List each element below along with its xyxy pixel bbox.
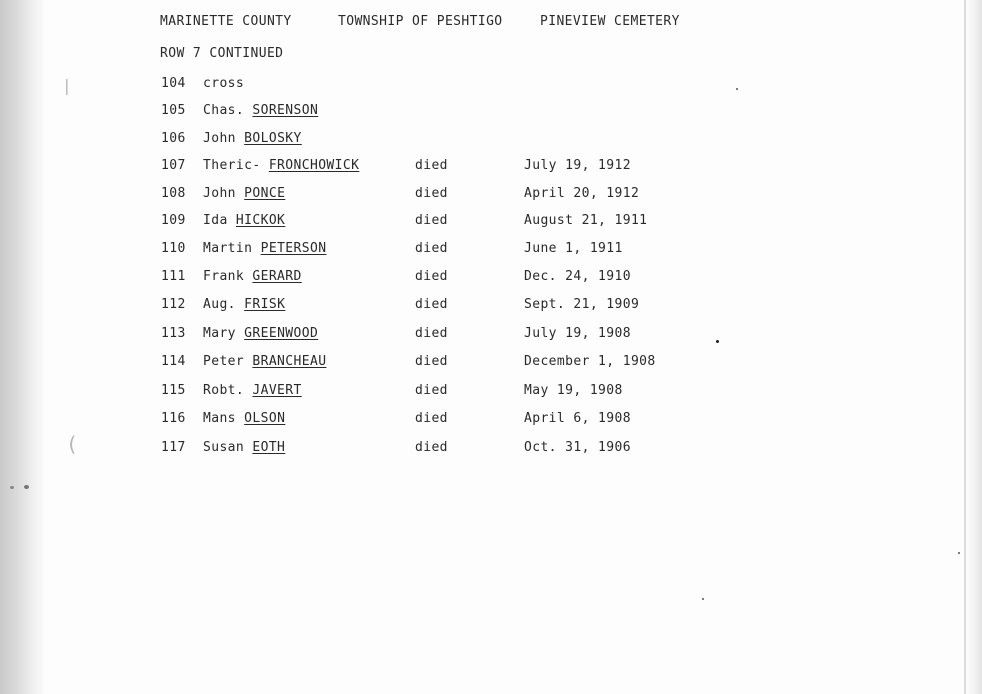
death-date: Oct. 31, 1906 — [524, 440, 631, 455]
given-name: Peter — [203, 354, 245, 369]
entry-number: 107 — [161, 158, 186, 173]
given-name: John — [203, 186, 236, 201]
entry-number: 108 — [161, 186, 186, 201]
entry-name — [203, 440, 285, 455]
page-left-shadow — [0, 0, 44, 694]
given-name: John — [203, 131, 236, 146]
surname: OLSON — [244, 411, 286, 426]
given-name: Martin — [203, 241, 253, 256]
county-heading: MARINETTE COUNTY — [160, 14, 292, 29]
status-label: died — [415, 354, 448, 369]
status-label: died — [415, 158, 448, 173]
entry-name — [203, 213, 285, 228]
entry-number: 106 — [161, 131, 186, 146]
entry-name — [203, 103, 318, 118]
scan-speck — [702, 598, 704, 600]
entry-name — [203, 269, 302, 284]
death-date: August 21, 1911 — [524, 213, 648, 228]
status-label: died — [415, 326, 448, 341]
status-label: died — [415, 269, 448, 284]
death-date: June 1, 1911 — [524, 241, 623, 256]
scan-mark: | — [62, 76, 72, 95]
entry-number: 110 — [161, 241, 186, 256]
entry-name — [203, 326, 318, 341]
entry-name — [203, 354, 326, 369]
given-name: Mary — [203, 326, 236, 341]
death-date: Dec. 24, 1910 — [524, 269, 631, 284]
surname: PONCE — [244, 186, 286, 201]
scan-speck — [716, 340, 719, 343]
given-name: Chas. — [203, 103, 245, 118]
surname: HICKOK — [235, 213, 286, 228]
section-heading: ROW 7 CONTINUED — [160, 46, 284, 61]
death-date: July 19, 1908 — [524, 326, 631, 341]
surname: JAVERT — [252, 383, 302, 398]
death-date: April 6, 1908 — [524, 411, 631, 426]
given-name: Aug. — [203, 297, 236, 312]
entry-number: 112 — [161, 297, 186, 312]
surname: BOLOSKY — [244, 131, 302, 146]
entry-name — [203, 76, 244, 91]
entry-number: 114 — [161, 354, 186, 369]
status-label: died — [415, 297, 448, 312]
entry-name — [203, 297, 285, 312]
death-date: May 19, 1908 — [524, 383, 623, 398]
scan-speck — [958, 552, 960, 554]
surname: SORENSON — [252, 103, 319, 118]
entry-name — [203, 158, 359, 173]
entry-number: 111 — [161, 269, 186, 284]
entry-number: 113 — [161, 326, 186, 341]
given-name: cross — [203, 76, 245, 91]
death-date: Sept. 21, 1909 — [524, 297, 640, 312]
entry-name — [203, 131, 302, 146]
given-name: Susan — [203, 440, 245, 455]
scan-mark: ( — [66, 432, 79, 456]
entry-number: 105 — [161, 103, 186, 118]
surname: FRONCHOWICK — [268, 158, 360, 173]
page-right-edge-line — [964, 0, 966, 694]
surname: EOTH — [252, 440, 286, 455]
death-date: April 20, 1912 — [524, 186, 640, 201]
surname: BRANCHEAU — [252, 354, 327, 369]
status-label: died — [415, 213, 448, 228]
surname: FRISK — [244, 297, 286, 312]
entry-name — [203, 383, 302, 398]
death-date: December 1, 1908 — [524, 354, 656, 369]
scan-speck — [24, 485, 29, 489]
entry-number: 117 — [161, 440, 186, 455]
given-name: Ida — [203, 213, 228, 228]
entry-name — [203, 411, 285, 426]
entry-name — [203, 241, 326, 256]
surname: GREENWOOD — [244, 326, 319, 341]
surname: GERARD — [252, 269, 302, 284]
entry-number: 116 — [161, 411, 186, 426]
page-right-shadow — [964, 0, 982, 694]
given-name: Frank — [203, 269, 245, 284]
cemetery-heading: PINEVIEW CEMETERY — [540, 14, 680, 29]
given-name: Mans — [203, 411, 236, 426]
scan-speck — [736, 88, 738, 90]
status-label: died — [415, 411, 448, 426]
status-label: died — [415, 383, 448, 398]
entry-name — [203, 186, 285, 201]
entry-number: 109 — [161, 213, 186, 228]
given-name: Robt. — [203, 383, 245, 398]
scan-speck — [10, 486, 14, 489]
status-label: died — [415, 241, 448, 256]
township-heading: TOWNSHIP OF PESHTIGO — [338, 14, 503, 29]
entry-number: 115 — [161, 383, 186, 398]
status-label: died — [415, 186, 448, 201]
death-date: July 19, 1912 — [524, 158, 631, 173]
entry-number: 104 — [161, 76, 186, 91]
surname: PETERSON — [260, 241, 327, 256]
status-label: died — [415, 440, 448, 455]
given-name: Theric- — [203, 158, 261, 173]
